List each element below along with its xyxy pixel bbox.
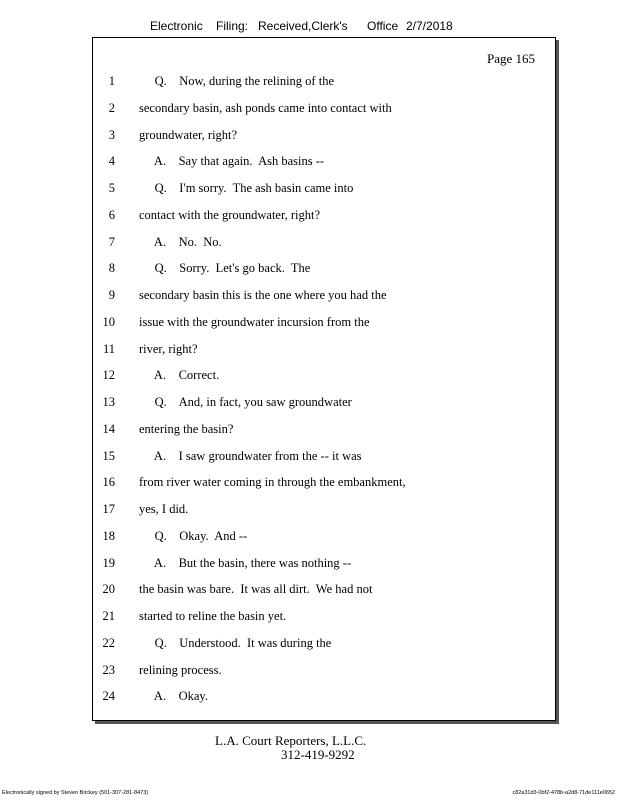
line-number: 15	[102, 448, 115, 463]
line-number: 17	[102, 502, 115, 516]
line-text: A. Say that again. Ash basins --	[139, 154, 325, 169]
line-text: Q. Sorry. Let's go back. The	[139, 261, 311, 276]
header-word-filing: Filing:	[216, 19, 249, 33]
line-text: groundwater, right?	[139, 127, 238, 142]
line-number: 14	[102, 421, 115, 436]
line-text: Q. Understood. It was during the	[139, 635, 332, 650]
line-text: secondary basin this is the one where you had the	[139, 288, 387, 302]
line-number: 20	[102, 582, 115, 597]
line-text: yes, I did.	[139, 502, 189, 516]
transcript-line	[93, 609, 533, 627]
transcript-line	[93, 663, 533, 681]
transcript-line	[93, 101, 533, 119]
line-text: from river water coming in through the embankment,	[139, 475, 406, 490]
transcript-line	[93, 689, 533, 707]
line-text: contact with the groundwater, right?	[139, 207, 321, 222]
line-text: secondary basin, ash ponds came into contact with	[139, 100, 392, 115]
line-number: 16	[102, 475, 115, 490]
transcript-page-frame	[92, 37, 556, 721]
footer-company-name: L.A. Court Reporters, L.L.C.	[215, 733, 367, 748]
line-number: 2	[108, 100, 115, 115]
line-number: 19	[102, 555, 115, 570]
line-number: 22	[102, 635, 115, 650]
line-text: A. But the basin, there was nothing --	[139, 555, 352, 570]
line-number: 7	[108, 234, 115, 249]
transcript-line	[93, 181, 533, 199]
transcript-line	[93, 449, 533, 467]
transcript-line	[93, 288, 533, 306]
transcript-line	[93, 128, 533, 146]
line-text: A. No. No.	[139, 234, 222, 249]
line-text: Q. I'm sorry. The ash basin came into	[139, 181, 354, 195]
transcript-line	[93, 154, 533, 172]
line-number: 23	[102, 662, 115, 677]
header-word-office: Office	[367, 19, 399, 33]
line-number: 1	[108, 74, 115, 88]
transcript-line	[93, 74, 533, 92]
transcript-line	[93, 342, 533, 360]
line-text: A. Okay.	[139, 689, 208, 704]
transcript-line	[93, 208, 533, 226]
transcript-line	[93, 422, 533, 440]
transcript-line	[93, 475, 533, 493]
transcript-line	[93, 502, 533, 520]
transcript-line	[93, 315, 533, 333]
line-text: the basin was bare. It was all dirt. We had not	[139, 582, 373, 597]
header-word-received: Received,Clerk's	[258, 19, 348, 33]
line-number: 4	[108, 154, 115, 169]
line-number: 18	[102, 528, 115, 543]
line-number: 5	[108, 181, 115, 195]
line-number: 21	[102, 609, 115, 623]
footer-phone-number: 312-419-9292	[281, 747, 355, 762]
page-number: Page 165	[486, 51, 535, 66]
line-number: 11	[102, 341, 115, 356]
line-text: A. Correct.	[139, 368, 220, 383]
electronic-filing-header	[0, 19, 618, 37]
line-text: Q. Okay. And --	[139, 528, 248, 543]
line-number: 3	[108, 127, 115, 142]
transcript-line	[93, 368, 533, 386]
line-number: 10	[102, 314, 115, 329]
transcript-line	[93, 261, 533, 279]
line-text: Q. And, in fact, you saw groundwater	[139, 395, 352, 409]
line-number: 9	[108, 288, 115, 302]
signature-left: Electronically signed by Steven Brickey (501-307-281-8473)	[2, 790, 149, 796]
line-text: river, right?	[139, 341, 198, 356]
line-text: A. I saw groundwater from the -- it was	[139, 448, 362, 463]
line-text: Q. Now, during the relining of the	[139, 74, 334, 88]
transcript-line	[93, 235, 533, 253]
header-word-date: 2/7/2018	[406, 19, 453, 33]
line-number: 8	[108, 261, 115, 276]
line-number: 24	[102, 689, 115, 704]
line-number: 12	[102, 368, 115, 383]
transcript-line	[93, 636, 533, 654]
line-text: relining process.	[139, 662, 222, 677]
line-text: started to reline the basin yet.	[139, 609, 287, 623]
line-text: issue with the groundwater incursion from the	[139, 314, 370, 329]
signature-right: c82a31d3-0bf2-478b-a2d8-71de111e0652	[512, 790, 615, 796]
transcript-line	[93, 395, 533, 413]
line-text: entering the basin?	[139, 421, 234, 436]
transcript-line	[93, 529, 533, 547]
line-number: 13	[102, 395, 115, 409]
line-number: 6	[108, 207, 115, 222]
header-word-electronic: Electronic	[150, 19, 203, 33]
transcript-line	[93, 556, 533, 574]
transcript-line	[93, 582, 533, 600]
